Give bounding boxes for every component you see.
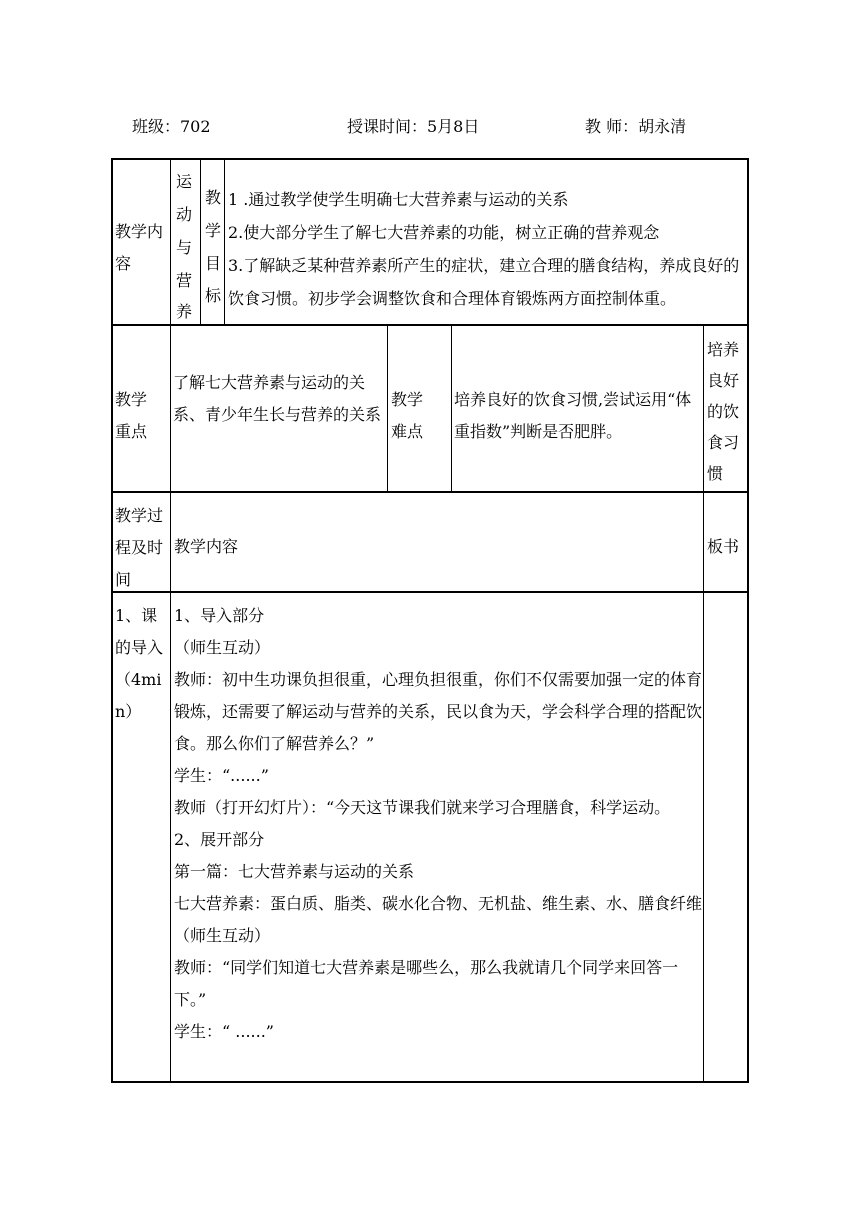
teacher-label: 教 师：胡永清 [585, 117, 687, 136]
table-border-row1-bottom [111, 324, 749, 326]
lesson-line: （师生互动） [174, 638, 271, 657]
row2-divider-d [703, 326, 704, 491]
table-border-right [747, 158, 749, 1083]
lesson-line: 七大营养素：蛋白质、脂类、碳水化合物、无机盐、维生素、水、膳食纤维 [174, 894, 702, 913]
extra-note-text: 培养良好的饮食习惯 [707, 340, 740, 483]
lesson-line: 学生：“ ......” [174, 1022, 274, 1041]
goal-char: 标 [204, 286, 221, 305]
key-point-label: 教学重点 [115, 390, 148, 441]
lesson-line: 1、导入部分 [174, 606, 265, 625]
lesson-line: 学生：“......” [174, 766, 269, 785]
table-border-left [111, 158, 113, 1083]
row1-divider-a [170, 158, 171, 326]
row2-divider-a [170, 326, 171, 491]
stage-label: 1、课的导入（4min） [115, 606, 164, 721]
row1-divider-b [200, 158, 201, 326]
topic-char: 运 [175, 172, 192, 191]
table-border-bottom [111, 1081, 749, 1083]
lesson-line: 教师（打开幻灯片）：“今天这节课我们就来学习合理膳食，科学运动。 [174, 798, 671, 817]
lesson-line: 教师：初中生功课负担很重，心理负担很重，你们不仅需要加强一定的体育锻炼，还需要了解运动与营养的关系，民以食为天，学会科学合理的搭配饮食。那么你们了解营养么？” [174, 670, 702, 753]
goal-char: 学 [204, 221, 221, 240]
teaching-goals [228, 183, 746, 315]
process-time-label: 教学过程及时间 [115, 506, 164, 589]
goal-item: 1 .通过教学使学生明确七大营养素与运动的关系 [228, 190, 569, 209]
topic-char: 与 [175, 238, 192, 257]
lesson-line: 教师：“同学们知道七大营养素是哪些么，那么我就请几个同学来回答一下。” [174, 958, 679, 1009]
goal-char: 教 [204, 188, 221, 207]
row2-divider-b [387, 326, 388, 491]
key-point-text: 了解七大营养素与运动的关系、青少年生长与营养的关系 [173, 373, 382, 424]
difficulty-label: 教学难点 [391, 390, 424, 441]
topic-char: 动 [175, 205, 192, 224]
lesson-line: 2、展开部分 [174, 830, 265, 849]
table-border-row3-bottom [111, 591, 749, 593]
board-label: 板书 [707, 537, 740, 556]
goal-item: 2.使大部分学生了解七大营养素的功能，树立正确的营养观念 [228, 223, 660, 242]
lesson-line: 第一篇：七大营养素与运动的关系 [174, 862, 415, 881]
row1-divider-c [224, 158, 225, 326]
row3-divider-a [170, 493, 171, 1083]
table-border-row2-bottom [111, 491, 749, 493]
class-label: 班级：702 [132, 117, 211, 136]
teaching-content-label: 教学内容 [115, 222, 164, 273]
lesson-line: （师生互动） [174, 926, 271, 945]
topic-char: 养 [175, 302, 192, 321]
lesson-body [174, 600, 702, 1048]
difficulty-text: 培养良好的饮食习惯,尝试运用“体重指数”判断是否肥胖。 [454, 390, 692, 441]
lesson-time-label: 授课时间：5月8日 [347, 117, 480, 136]
content-label: 教学内容 [174, 537, 239, 556]
goal-char: 目 [204, 254, 221, 273]
table-border-top [111, 158, 749, 160]
goal-item: 3.了解缺乏某种营养素所产生的症状，建立合理的膳食结构，养成良好的饮食习惯。初步学会调整饮食和合理体育锻炼两方面控制体重。 [228, 256, 740, 308]
row2-divider-c [451, 326, 452, 491]
row3-divider-b [703, 493, 704, 1083]
topic-char: 营 [175, 271, 192, 290]
